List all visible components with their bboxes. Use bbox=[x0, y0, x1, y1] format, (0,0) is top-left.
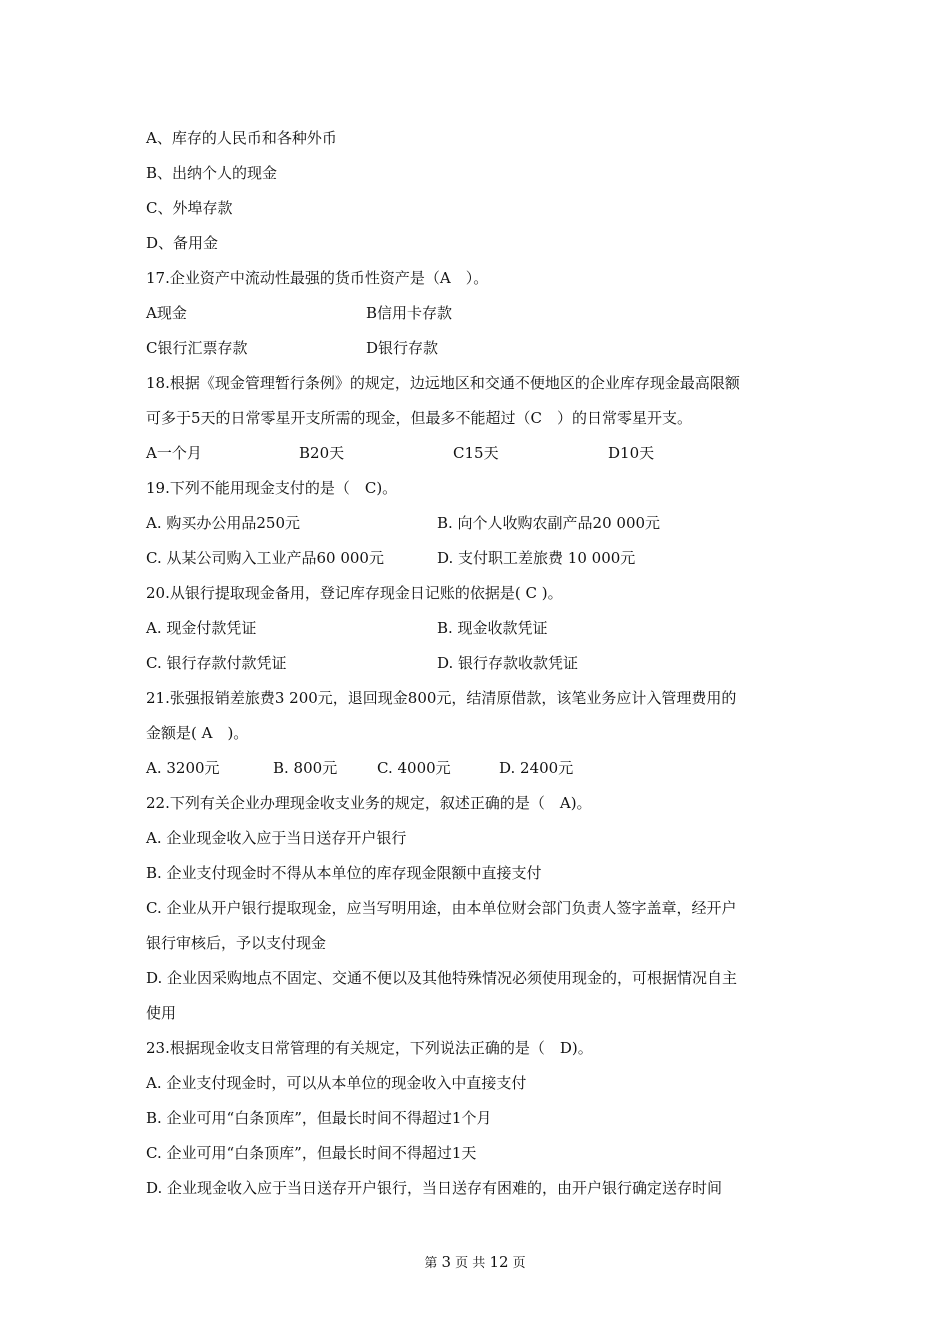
page-footer bbox=[0, 1252, 950, 1271]
q18-option-c: C15天 bbox=[453, 444, 499, 462]
q19-option-c: C. 从某公司购入工业产品60 000元 bbox=[146, 549, 384, 567]
q19-option-b: B. 向个人收购农副产品20 000元 bbox=[437, 514, 661, 532]
q20-option-b: B. 现金收款凭证 bbox=[437, 619, 548, 637]
q21-option-d: D. 2400元 bbox=[499, 759, 574, 777]
q18-stem-line2: 可多于5天的日常零星开支所需的现金，但最多不能超过（C ）的日常零星开支。 bbox=[146, 409, 693, 427]
q20-stem: 20.从银行提取现金备用，登记库存现金日记账的依据是( C )。 bbox=[146, 584, 563, 602]
q18-option-a: A一个月 bbox=[146, 444, 202, 462]
q18-option-d: D10天 bbox=[608, 444, 655, 462]
q22-option-d-line1: D. 企业因采购地点不固定、交通不便以及其他特殊情况必须使用现金的，可根据情况自主 bbox=[146, 969, 738, 987]
q22-option-b: B. 企业支付现金时不得从本单位的库存现金限额中直接支付 bbox=[146, 864, 542, 882]
q22-option-c-line1: C. 企业从开户银行提取现金，应当写明用途，由本单位财会部门负责人签字盖章，经开户 bbox=[146, 899, 737, 917]
q20-option-d: D. 银行存款收款凭证 bbox=[437, 654, 579, 672]
q17-option-b: B信用卡存款 bbox=[366, 304, 453, 322]
q19-option-a: A. 购买办公用品250元 bbox=[146, 514, 300, 532]
footer-total-pages: 12 bbox=[489, 1253, 509, 1271]
q17-option-a: A现金 bbox=[146, 304, 187, 322]
q20-option-c: C. 银行存款付款凭证 bbox=[146, 654, 287, 672]
q21-option-b: B. 800元 bbox=[273, 759, 338, 777]
q16-option-d: D、备用金 bbox=[146, 234, 219, 252]
q23-option-b: B. 企业可用“白条顶库”，但最长时间不得超过1个月 bbox=[146, 1109, 492, 1127]
q16-option-c: C、外埠存款 bbox=[146, 199, 233, 217]
q16-option-b: B、出纳个人的现金 bbox=[146, 164, 278, 182]
q21-option-c: C. 4000元 bbox=[377, 759, 451, 777]
footer-suffix: 页 bbox=[512, 1256, 526, 1271]
q22-option-c-line2: 银行审核后，予以支付现金 bbox=[146, 934, 327, 952]
q23-option-a: A. 企业支付现金时，可以从本单位的现金收入中直接支付 bbox=[146, 1074, 527, 1092]
q23-option-d: D. 企业现金收入应于当日送存开户银行，当日送存有困难的，由开户银行确定送存时间 bbox=[146, 1179, 723, 1197]
q16-option-a: A、库存的人民币和各种外币 bbox=[146, 129, 337, 147]
q22-option-a: A. 企业现金收入应于当日送存开户银行 bbox=[146, 829, 407, 847]
q17-option-d: D银行存款 bbox=[366, 339, 439, 357]
q23-option-c: C. 企业可用“白条顶库”，但最长时间不得超过1天 bbox=[146, 1144, 477, 1162]
q17-stem: 17.企业资产中流动性最强的货币性资产是（A ）。 bbox=[146, 269, 489, 287]
q17-option-c: C银行汇票存款 bbox=[146, 339, 248, 357]
q23-stem: 23.根据现金收支日常管理的有关规定，下列说法正确的是（ D)。 bbox=[146, 1039, 593, 1057]
footer-prefix: 第 bbox=[424, 1256, 438, 1271]
q20-option-a: A. 现金付款凭证 bbox=[146, 619, 257, 637]
q21-stem-line1: 21.张强报销差旅费3 200元，退回现金800元，结清原借款，该笔业务应计入管理费用的 bbox=[146, 689, 737, 707]
q21-stem-line2: 金额是( A )。 bbox=[146, 724, 249, 742]
q18-option-b: B20天 bbox=[299, 444, 345, 462]
q18-stem-line1: 18.根据《现金管理暂行条例》的规定，边远地区和交通不便地区的企业库存现金最高限额 bbox=[146, 374, 740, 392]
q19-option-d: D. 支付职工差旅费 10 000元 bbox=[437, 549, 636, 567]
footer-middle: 页 共 bbox=[455, 1256, 486, 1271]
q22-stem: 22.下列有关企业办理现金收支业务的规定，叙述正确的是（ A)。 bbox=[146, 794, 592, 812]
footer-page-number: 3 bbox=[441, 1253, 452, 1271]
q21-option-a: A. 3200元 bbox=[146, 759, 220, 777]
q22-option-d-line2: 使用 bbox=[146, 1004, 177, 1022]
q19-stem: 19.下列不能用现金支付的是（ C)。 bbox=[146, 479, 398, 497]
